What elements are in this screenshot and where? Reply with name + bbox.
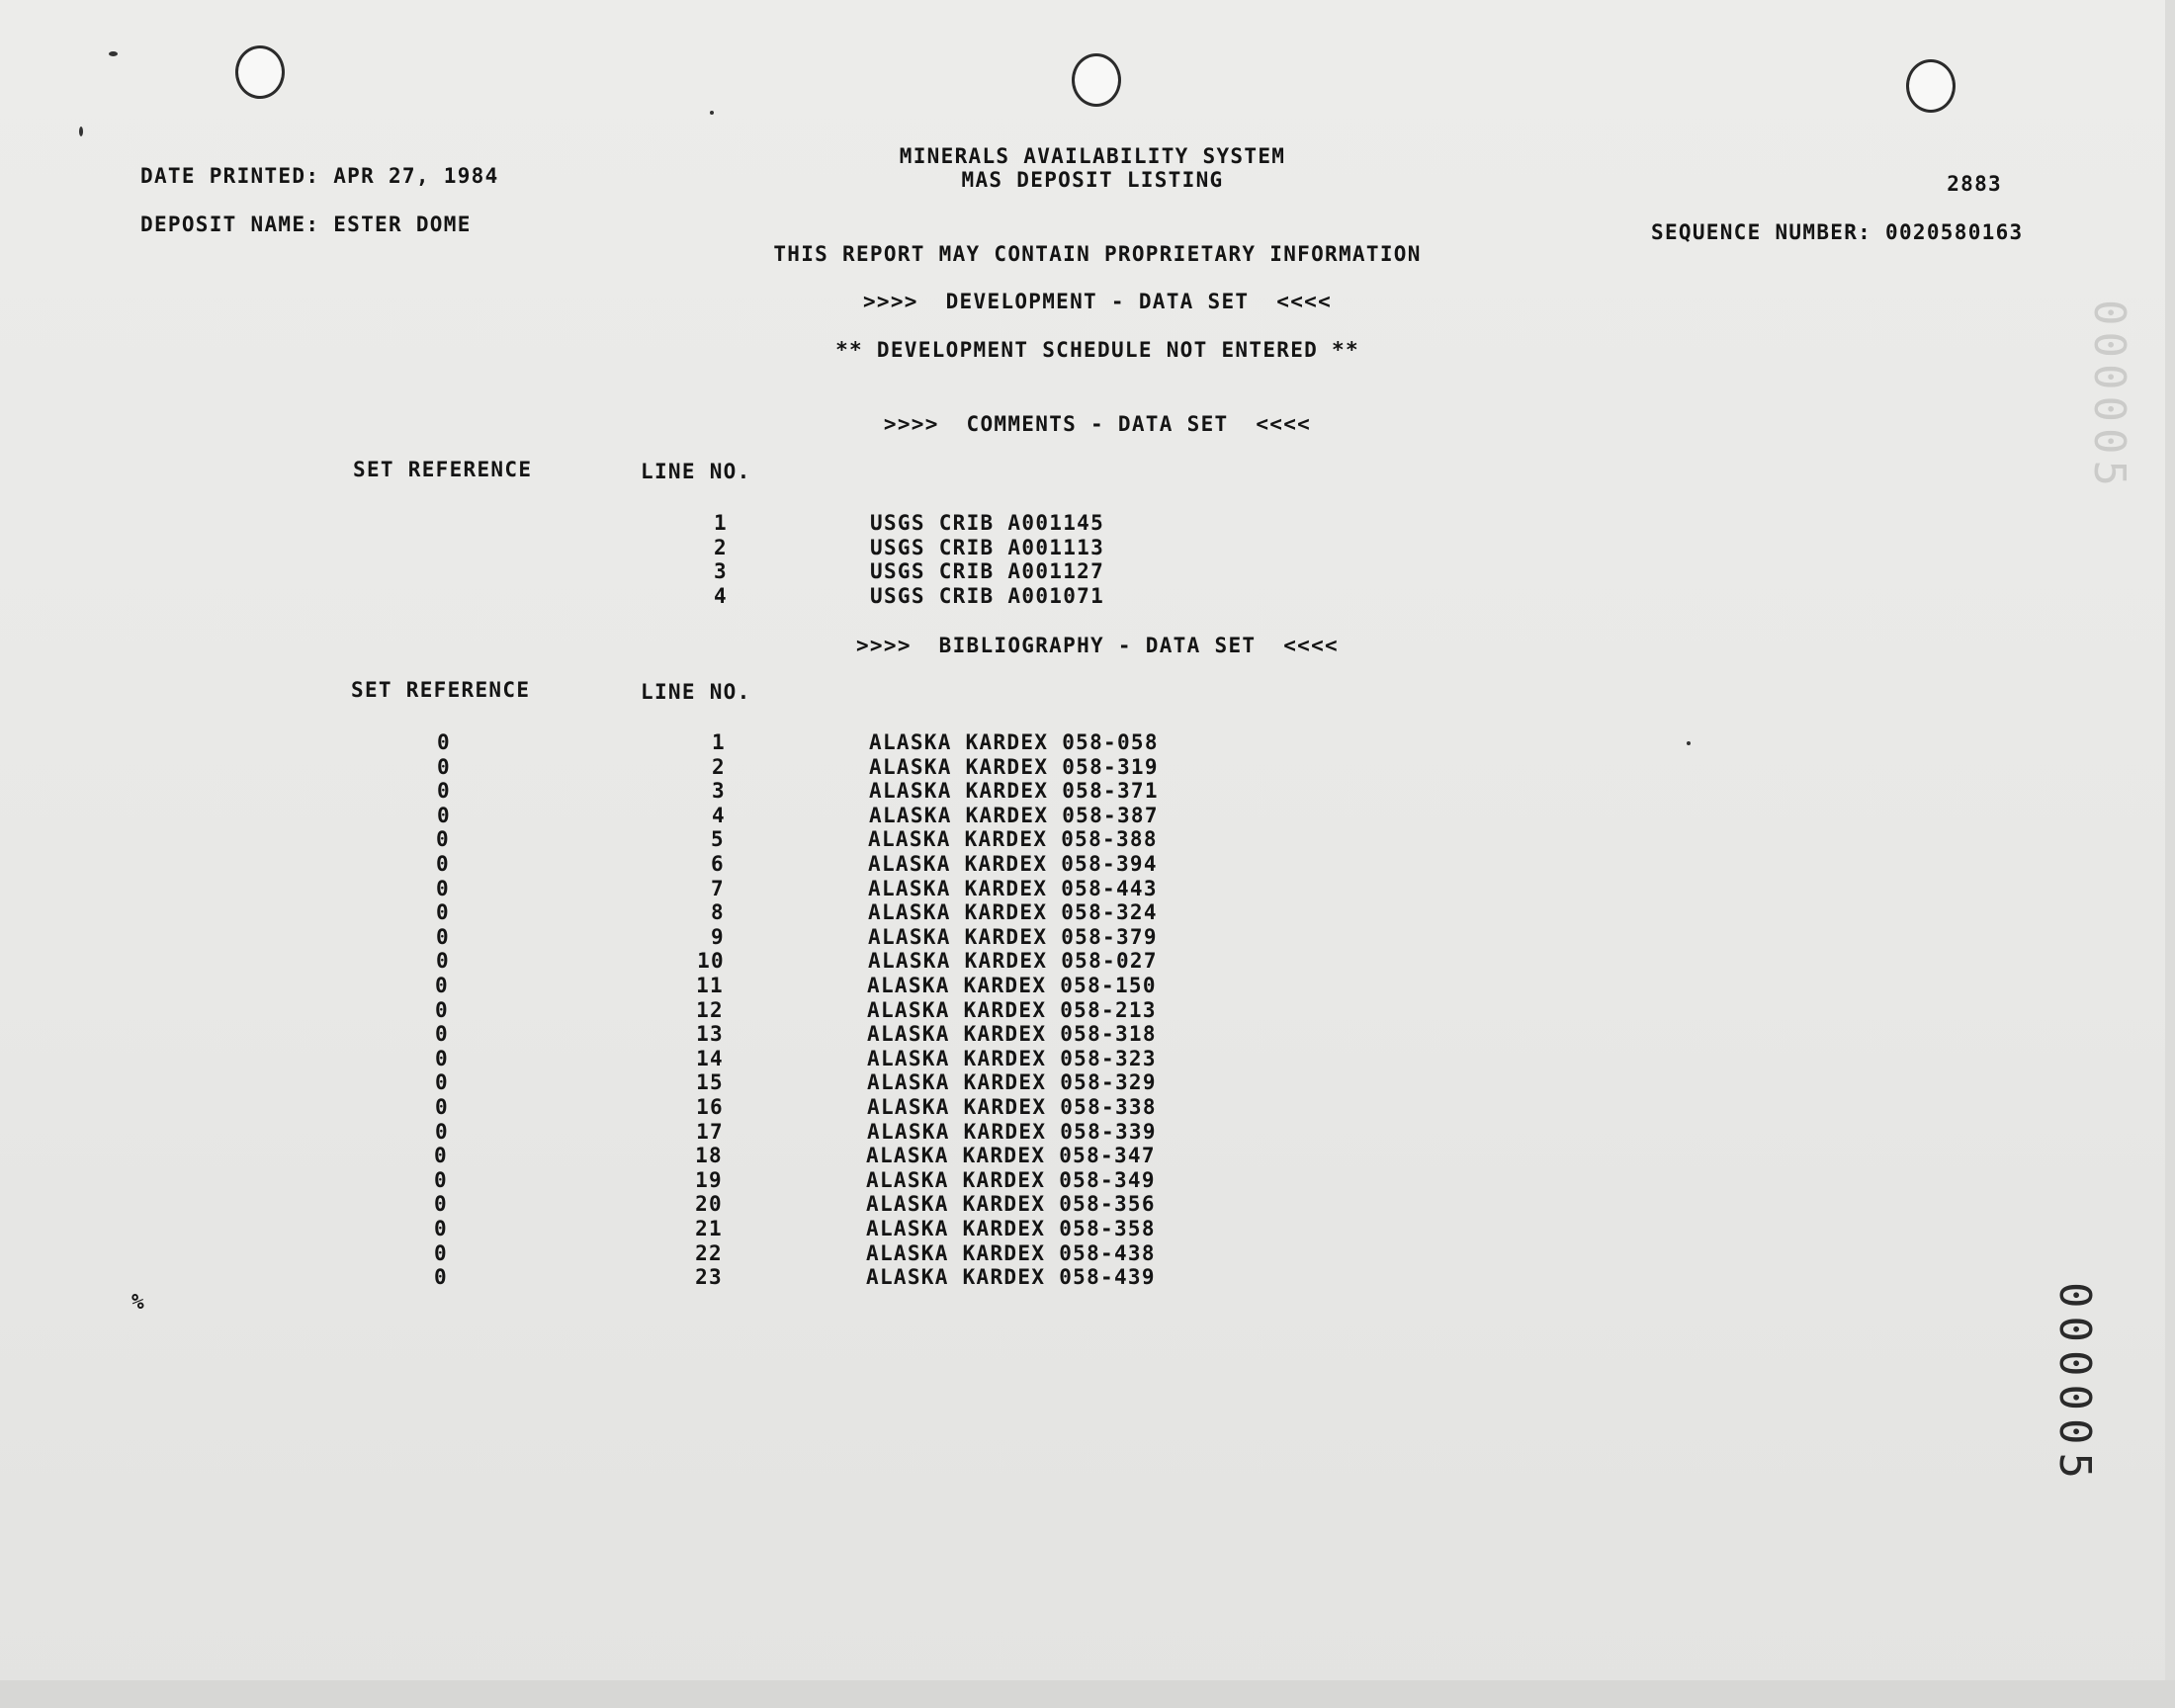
bibliography-line-no: 9 <box>711 925 725 949</box>
bibliography-row <box>0 852 1185 876</box>
bibliography-set-reference: 0 <box>435 1070 449 1094</box>
bibliography-set-reference: 0 <box>436 925 450 949</box>
development-heading: >>>> DEVELOPMENT - DATA SET <<<< <box>862 290 1333 313</box>
bibliography-set-reference: 0 <box>436 900 450 924</box>
bibliography-set-reference: 0 <box>434 1265 448 1289</box>
bibliography-line-no: 18 <box>695 1144 723 1167</box>
bibliography-row <box>0 779 1186 803</box>
bibliography-text: ALASKA KARDEX 058-388 <box>868 827 1158 851</box>
system-title: MINERALS AVAILABILITY SYSTEM <box>899 144 1286 168</box>
page-edge-right <box>2165 0 2175 1708</box>
ink-speck <box>1687 741 1691 745</box>
bibliography-row <box>0 1095 1184 1119</box>
bibliography-set-reference: 0 <box>436 827 450 851</box>
listing-title: MAS DEPOSIT LISTING <box>961 168 1224 192</box>
bibliography-line-no: 7 <box>711 877 725 900</box>
bibliography-row <box>0 949 1185 973</box>
comment-line-no: 4 <box>714 584 728 608</box>
bibliography-row <box>0 827 1185 851</box>
ink-speck <box>710 111 714 115</box>
bibliography-text: ALASKA KARDEX 058-329 <box>867 1070 1157 1094</box>
comments-row <box>0 536 1186 559</box>
bibliography-row <box>0 877 1185 900</box>
bibliography-line-no: 2 <box>712 755 726 779</box>
comments-row <box>0 511 1186 535</box>
percent-mark: % <box>131 1290 145 1314</box>
comment-line-no: 3 <box>714 559 728 583</box>
bibliography-set-reference: 0 <box>436 852 450 876</box>
bibliography-text: ALASKA KARDEX 058-319 <box>869 755 1159 779</box>
bibliography-set-reference: 0 <box>437 779 451 803</box>
bibliography-line-no: 6 <box>711 852 725 876</box>
bibliography-text: ALASKA KARDEX 058-318 <box>867 1022 1157 1046</box>
bibliography-set-reference: 0 <box>434 1241 448 1265</box>
bibliography-set-reference: 0 <box>434 1217 448 1240</box>
bibliography-set-reference: 0 <box>434 1144 448 1167</box>
bibliography-text: ALASKA KARDEX 058-339 <box>867 1120 1157 1144</box>
bibliography-text: ALASKA KARDEX 058-027 <box>868 949 1158 973</box>
bibliography-line-no: 13 <box>696 1022 724 1046</box>
page-stamp-text: 000005 <box>2048 1281 2100 1487</box>
bibliography-row <box>0 1168 1183 1192</box>
bibliography-set-reference: 0 <box>435 998 449 1022</box>
development-note: ** DEVELOPMENT SCHEDULE NOT ENTERED ** <box>835 338 1359 362</box>
bibliography-text: ALASKA KARDEX 058-379 <box>868 925 1158 949</box>
bibliography-text: ALASKA KARDEX 058-347 <box>866 1144 1156 1167</box>
comment-text: USGS CRIB A001145 <box>870 511 1105 535</box>
sequence-number: SEQUENCE NUMBER: 0020580163 <box>1651 220 2024 244</box>
bibliography-line-no: 1 <box>712 730 726 754</box>
bibliography-row <box>0 1022 1184 1046</box>
ink-speck <box>109 51 118 56</box>
bibliography-row <box>0 1217 1183 1240</box>
bibliography-line-no: 8 <box>711 900 725 924</box>
bibliography-text: ALASKA KARDEX 058-349 <box>866 1168 1156 1192</box>
comment-line-no: 2 <box>714 536 728 559</box>
bibliography-row <box>0 755 1186 779</box>
comments-heading: >>>> COMMENTS - DATA SET <<<< <box>883 412 1312 436</box>
bibliography-set-reference: 0 <box>434 1192 448 1216</box>
bibliography-line-no: 16 <box>696 1095 724 1119</box>
bibliography-row <box>0 804 1186 827</box>
proprietary-notice: THIS REPORT MAY CONTAIN PROPRIETARY INFORMATION <box>773 242 1422 266</box>
comments-col-set-reference: SET REFERENCE <box>353 458 533 481</box>
bibliography-text: ALASKA KARDEX 058-150 <box>867 974 1157 997</box>
date-printed: DATE PRINTED: APR 27, 1984 <box>140 164 499 188</box>
punch-hole-center <box>1072 53 1121 107</box>
bibliography-line-no: 21 <box>695 1217 723 1240</box>
bibliography-set-reference: 0 <box>436 877 450 900</box>
bibliography-row <box>0 1070 1184 1094</box>
bibliography-row <box>0 1241 1183 1265</box>
bibliography-text: ALASKA KARDEX 058-058 <box>869 730 1159 754</box>
bibliography-text: ALASKA KARDEX 058-443 <box>868 877 1158 900</box>
comment-text: USGS CRIB A001113 <box>870 536 1105 559</box>
bibliography-row <box>0 730 1186 754</box>
comment-text: USGS CRIB A001071 <box>870 584 1105 608</box>
punch-hole-right <box>1906 59 1956 113</box>
bibliography-text: ALASKA KARDEX 058-394 <box>868 852 1158 876</box>
bibliography-line-no: 10 <box>697 949 725 973</box>
comment-line-no: 1 <box>714 511 728 535</box>
bibliography-row <box>0 1192 1183 1216</box>
bibliography-set-reference: 0 <box>437 755 451 779</box>
bibliography-line-no: 17 <box>696 1120 724 1144</box>
bibliography-row <box>0 998 1184 1022</box>
bibliography-text: ALASKA KARDEX 058-324 <box>868 900 1158 924</box>
bibliography-text: ALASKA KARDEX 058-439 <box>866 1265 1156 1289</box>
bibliography-line-no: 19 <box>695 1168 723 1192</box>
bibliography-line-no: 5 <box>711 827 725 851</box>
bibliography-line-no: 15 <box>696 1070 724 1094</box>
bibliography-line-no: 14 <box>696 1047 724 1070</box>
page-edge-bottom <box>0 1680 2175 1708</box>
bibliography-set-reference: 0 <box>435 1120 449 1144</box>
bibliography-col-line-no: LINE NO. <box>641 680 751 704</box>
bibliography-set-reference: 0 <box>435 974 449 997</box>
bibliography-line-no: 20 <box>695 1192 723 1216</box>
bibliography-set-reference: 0 <box>435 1095 449 1119</box>
page-stamp <box>2044 1281 2104 1487</box>
bibliography-set-reference: 0 <box>435 1022 449 1046</box>
bibliography-row <box>0 1120 1184 1144</box>
comments-col-line-no: LINE NO. <box>641 460 751 483</box>
bibliography-row <box>0 925 1185 949</box>
bibliography-row <box>0 1047 1184 1070</box>
ink-speck <box>79 127 83 136</box>
bibliography-row <box>0 1144 1183 1167</box>
bibliography-set-reference: 0 <box>436 949 450 973</box>
bibliography-col-set-reference: SET REFERENCE <box>351 678 531 702</box>
bibliography-set-reference: 0 <box>435 1047 449 1070</box>
bleed-through-stamp: 000005 <box>2083 299 2134 492</box>
bibliography-heading: >>>> BIBLIOGRAPHY - DATA SET <<<< <box>855 634 1339 657</box>
bibliography-line-no: 12 <box>696 998 724 1022</box>
bibliography-row <box>0 900 1185 924</box>
bibliography-text: ALASKA KARDEX 058-358 <box>866 1217 1156 1240</box>
bibliography-text: ALASKA KARDEX 058-323 <box>867 1047 1157 1070</box>
bibliography-text: ALASKA KARDEX 058-438 <box>866 1241 1156 1265</box>
bibliography-text: ALASKA KARDEX 058-387 <box>869 804 1159 827</box>
punch-hole-left <box>235 45 285 99</box>
deposit-name: DEPOSIT NAME: ESTER DOME <box>140 213 472 236</box>
bibliography-row <box>0 974 1184 997</box>
bibliography-text: ALASKA KARDEX 058-356 <box>866 1192 1156 1216</box>
comments-row <box>0 584 1186 608</box>
bibliography-row <box>0 1265 1183 1289</box>
bibliography-set-reference: 0 <box>437 730 451 754</box>
bibliography-text: ALASKA KARDEX 058-371 <box>869 779 1159 803</box>
page-number: 2883 <box>1947 172 2002 196</box>
bibliography-text: ALASKA KARDEX 058-338 <box>867 1095 1157 1119</box>
comment-text: USGS CRIB A001127 <box>870 559 1105 583</box>
bibliography-line-no: 23 <box>695 1265 723 1289</box>
bibliography-line-no: 11 <box>696 974 724 997</box>
bibliography-line-no: 22 <box>695 1241 723 1265</box>
bibliography-line-no: 4 <box>712 804 726 827</box>
bibliography-line-no: 3 <box>712 779 726 803</box>
bibliography-text: ALASKA KARDEX 058-213 <box>867 998 1157 1022</box>
bibliography-set-reference: 0 <box>434 1168 448 1192</box>
comments-row <box>0 559 1186 583</box>
bibliography-set-reference: 0 <box>437 804 451 827</box>
